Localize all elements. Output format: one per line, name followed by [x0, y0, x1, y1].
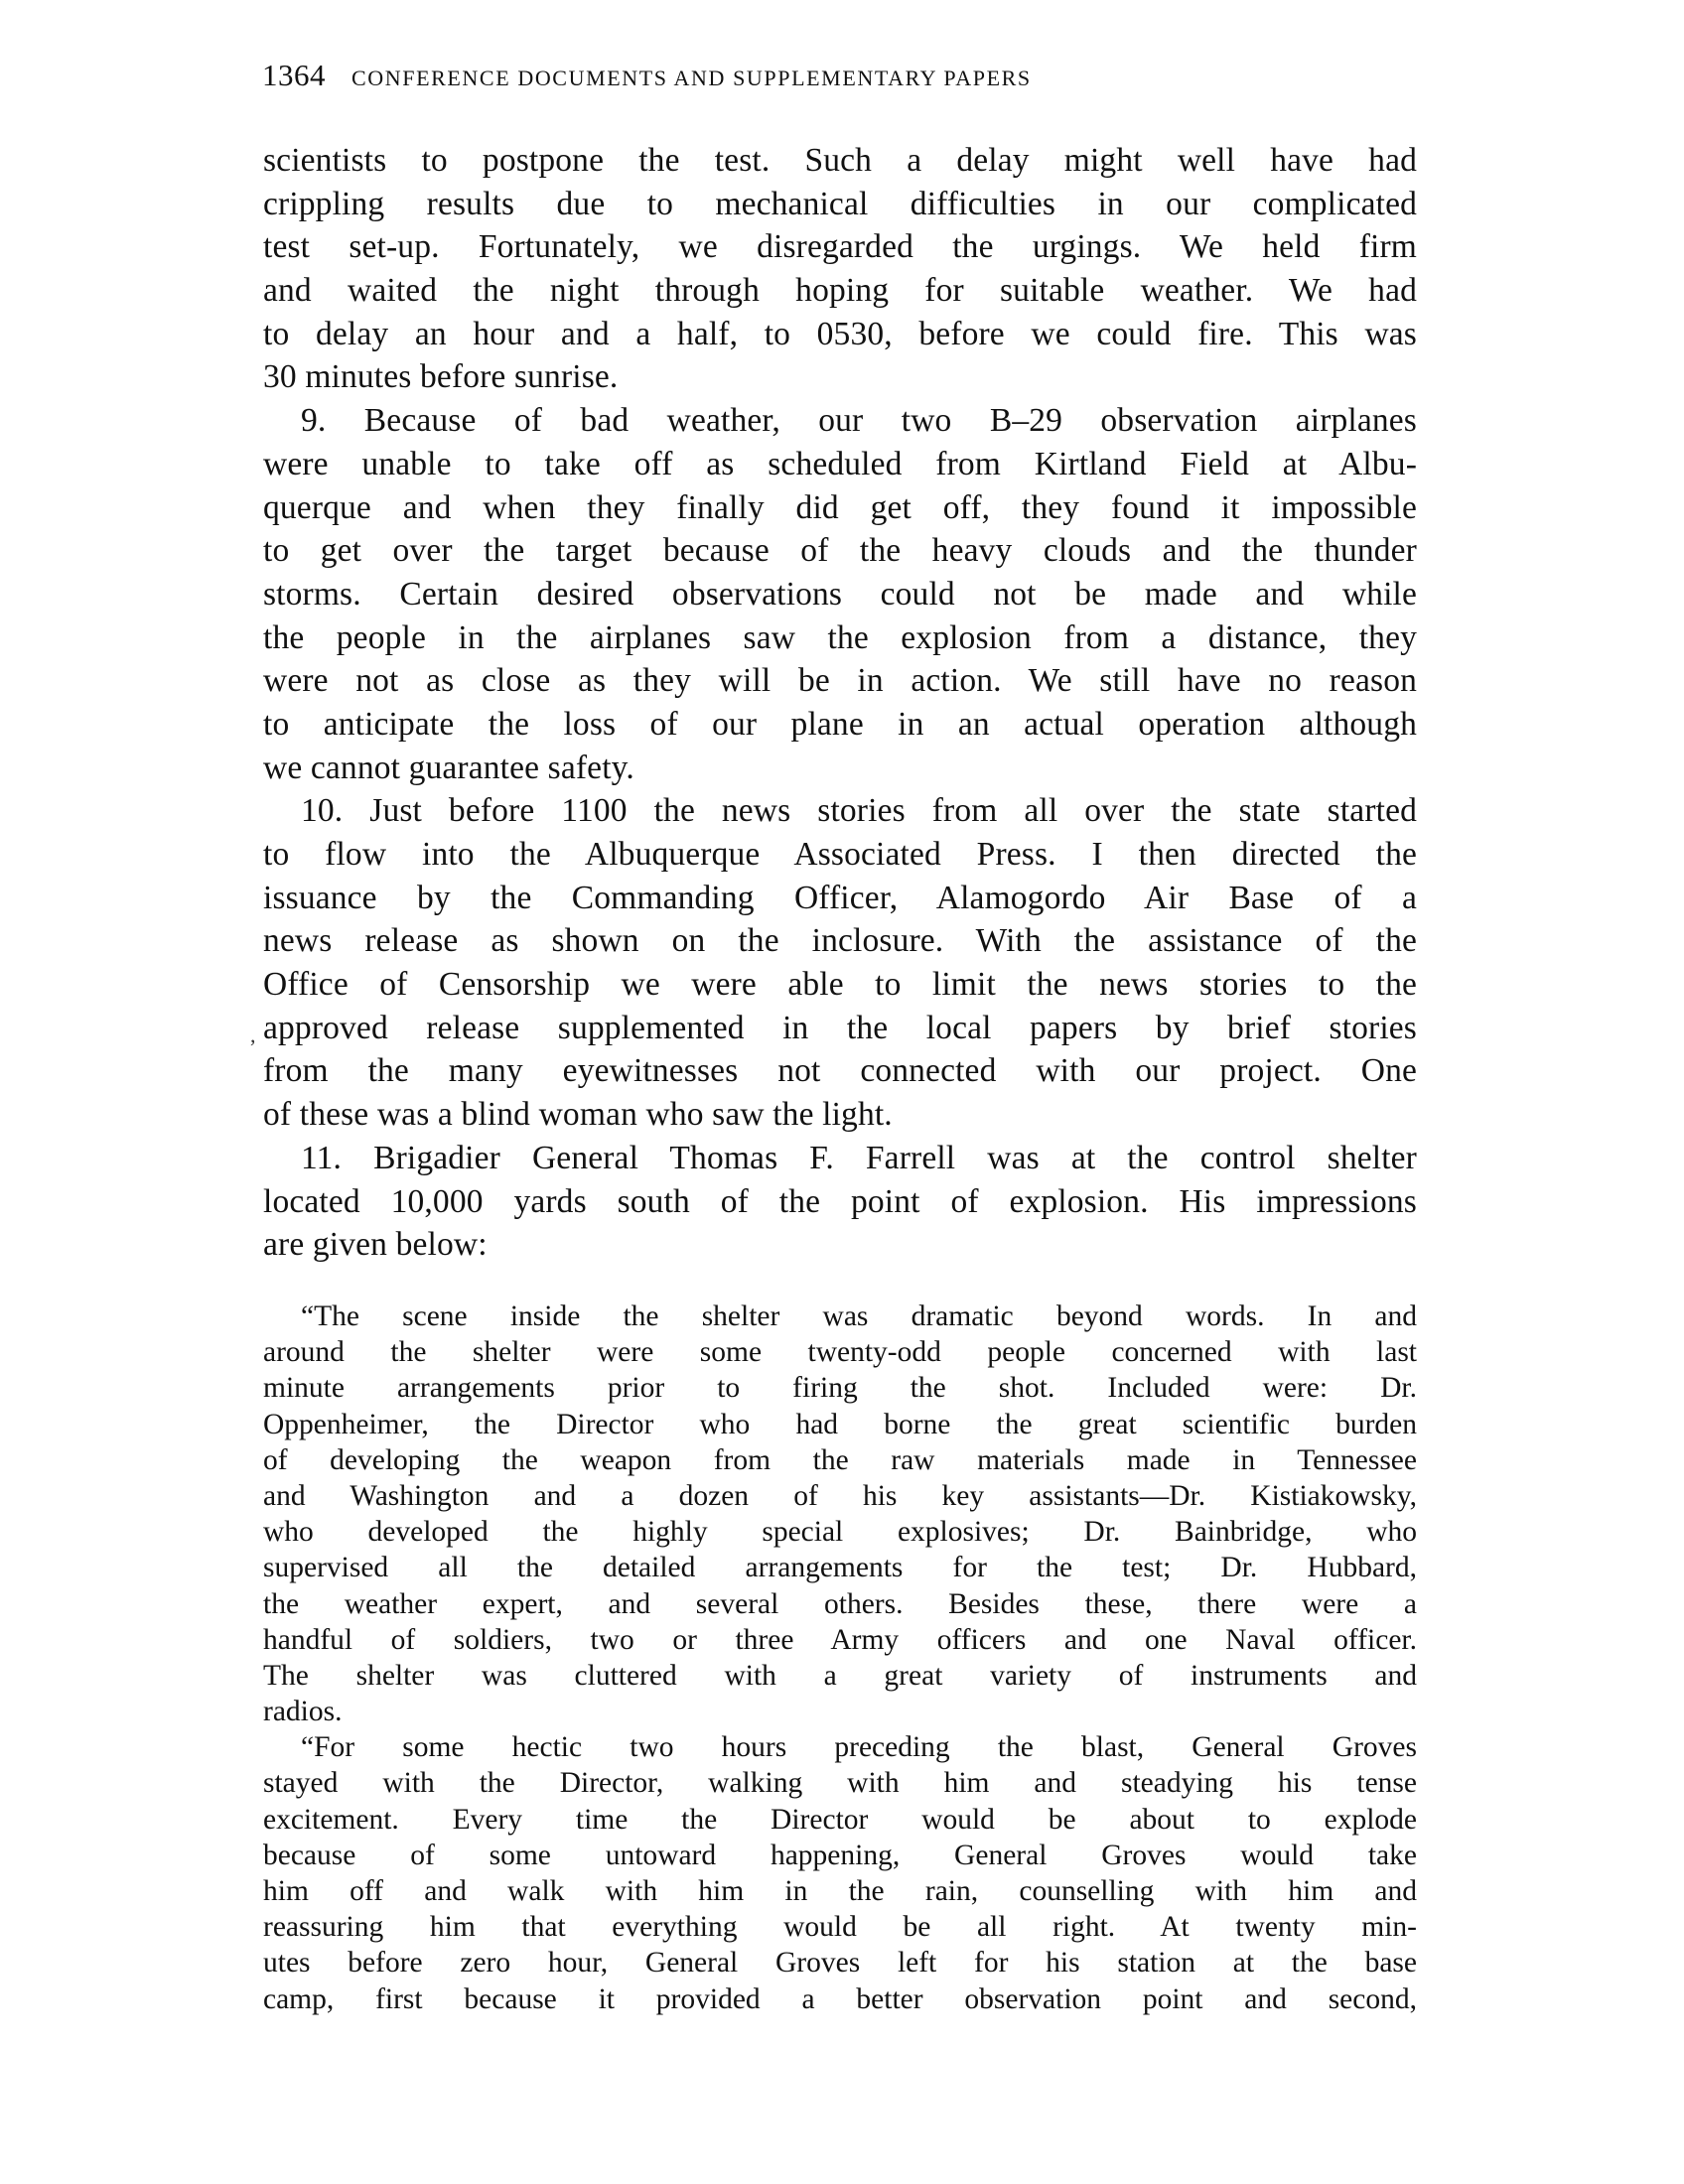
text-line: of these was a blind woman who saw the light.	[263, 1096, 893, 1134]
page-number: 1364	[262, 58, 326, 92]
text-line: approved release supplemented in the local papers by brief stories	[263, 1009, 1417, 1046]
body-text	[263, 139, 1417, 1267]
text-line: utes before zero hour, General Groves left for his station at the base	[263, 1947, 1417, 1979]
text-line: who developed the highly special explosives; Dr. Bainbridge, who	[263, 1516, 1417, 1549]
text-line: The shelter was cluttered with a great variety of instruments and	[263, 1659, 1417, 1692]
text-line: “For some hectic two hours preceding the blast, General Groves	[301, 1731, 1417, 1764]
text-line: from the many eyewitnesses not connected with our project. One	[263, 1052, 1417, 1090]
block-quote	[263, 1298, 1417, 2017]
text-line: crippling results due to mechanical difficulties in our complicated	[263, 185, 1417, 222]
text-line: scientists to postpone the test. Such a delay might well have had	[263, 142, 1417, 179]
text-line: 9. Because of bad weather, our two B–29 observation airplanes	[301, 402, 1417, 440]
scan-artifact-mark: ,	[250, 1023, 256, 1047]
text-line: to get over the target because of the heavy clouds and the thunder	[263, 532, 1417, 570]
text-line: 11. Brigadier General Thomas F. Farrell was at the control shelter	[301, 1139, 1417, 1176]
text-line: around the shelter were some twenty-odd people concerned with last	[263, 1336, 1417, 1369]
text-line: to anticipate the loss of our plane in an actual operation although	[263, 705, 1417, 743]
text-line: were not as close as they will be in action. We still have no reason	[263, 662, 1417, 700]
paragraph-para-11	[263, 1137, 1417, 1267]
text-line: were unable to take off as scheduled from Kirtland Field at Albu-	[263, 445, 1417, 482]
text-line: located 10,000 yards south of the point of explosion. His impressions	[263, 1182, 1417, 1220]
text-line: minute arrangements prior to firing the shot. Included were: Dr.	[263, 1372, 1417, 1405]
text-line: handful of soldiers, two or three Army officers and one Naval officer.	[263, 1623, 1417, 1656]
text-line: because of some untoward happening, General Groves would take	[263, 1839, 1417, 1871]
text-line: camp, first because it provided a better observation point and second,	[263, 1982, 1417, 2015]
text-line: the weather expert, and several others. Besides these, there were a	[263, 1587, 1417, 1620]
paragraph-quote-para-2	[263, 1729, 1417, 2017]
text-line: the people in the airplanes saw the explosion from a distance, they	[263, 618, 1417, 656]
text-line: to flow into the Albuquerque Associated Press. I then directed the	[263, 836, 1417, 873]
text-line: of developing the weapon from the raw materials made in Tennessee	[263, 1443, 1417, 1476]
paragraph-para-8-continued	[263, 139, 1417, 399]
text-line: excitement. Every time the Director would be about to explode	[263, 1803, 1417, 1836]
text-line: are given below:	[263, 1226, 488, 1264]
text-line: test set-up. Fortunately, we disregarded the urgings. We held firm	[263, 228, 1417, 266]
text-line: storms. Certain desired observations could not be made and while	[263, 575, 1417, 613]
text-line: Oppenheimer, the Director who had borne the great scientific burden	[263, 1408, 1417, 1440]
running-title: CONFERENCE DOCUMENTS AND SUPPLEMENTARY PAPERS	[351, 66, 1032, 90]
text-line: issuance by the Commanding Officer, Alamogordo Air Base of a	[263, 879, 1417, 916]
text-line: supervised all the detailed arrangements for the test; Dr. Hubbard,	[263, 1552, 1417, 1584]
text-line: querque and when they finally did get off, they found it impossible	[263, 488, 1417, 526]
text-line: news release as shown on the inclosure. With the assistance of the	[263, 922, 1417, 960]
paragraph-quote-para-1	[263, 1298, 1417, 1729]
text-line: and waited the night through hoping for suitable weather. We had	[263, 272, 1417, 310]
text-line: Office of Censorship we were able to limit the news stories to the	[263, 966, 1417, 1004]
text-line: we cannot guarantee safety.	[263, 749, 634, 786]
text-line: radios.	[263, 1696, 343, 1728]
paragraph-para-10	[263, 789, 1417, 1137]
text-line: to delay an hour and a half, to 0530, before we could fire. This was	[263, 315, 1417, 352]
text-line: stayed with the Director, walking with him and steadying his tense	[263, 1767, 1417, 1800]
text-line: him off and walk with him in the rain, counselling with him and	[263, 1875, 1417, 1907]
text-line: and Washington and a dozen of his key assistants—Dr. Kistiakowsky,	[263, 1479, 1417, 1512]
text-line: “The scene inside the shelter was dramatic beyond words. In and	[301, 1300, 1417, 1332]
text-line: 30 minutes before sunrise.	[263, 358, 619, 396]
running-head	[262, 58, 1424, 91]
text-line: reassuring him that everything would be all right. At twenty min-	[263, 1911, 1417, 1944]
text-line: 10. Just before 1100 the news stories from all over the state started	[301, 792, 1417, 830]
paragraph-para-9	[263, 399, 1417, 789]
